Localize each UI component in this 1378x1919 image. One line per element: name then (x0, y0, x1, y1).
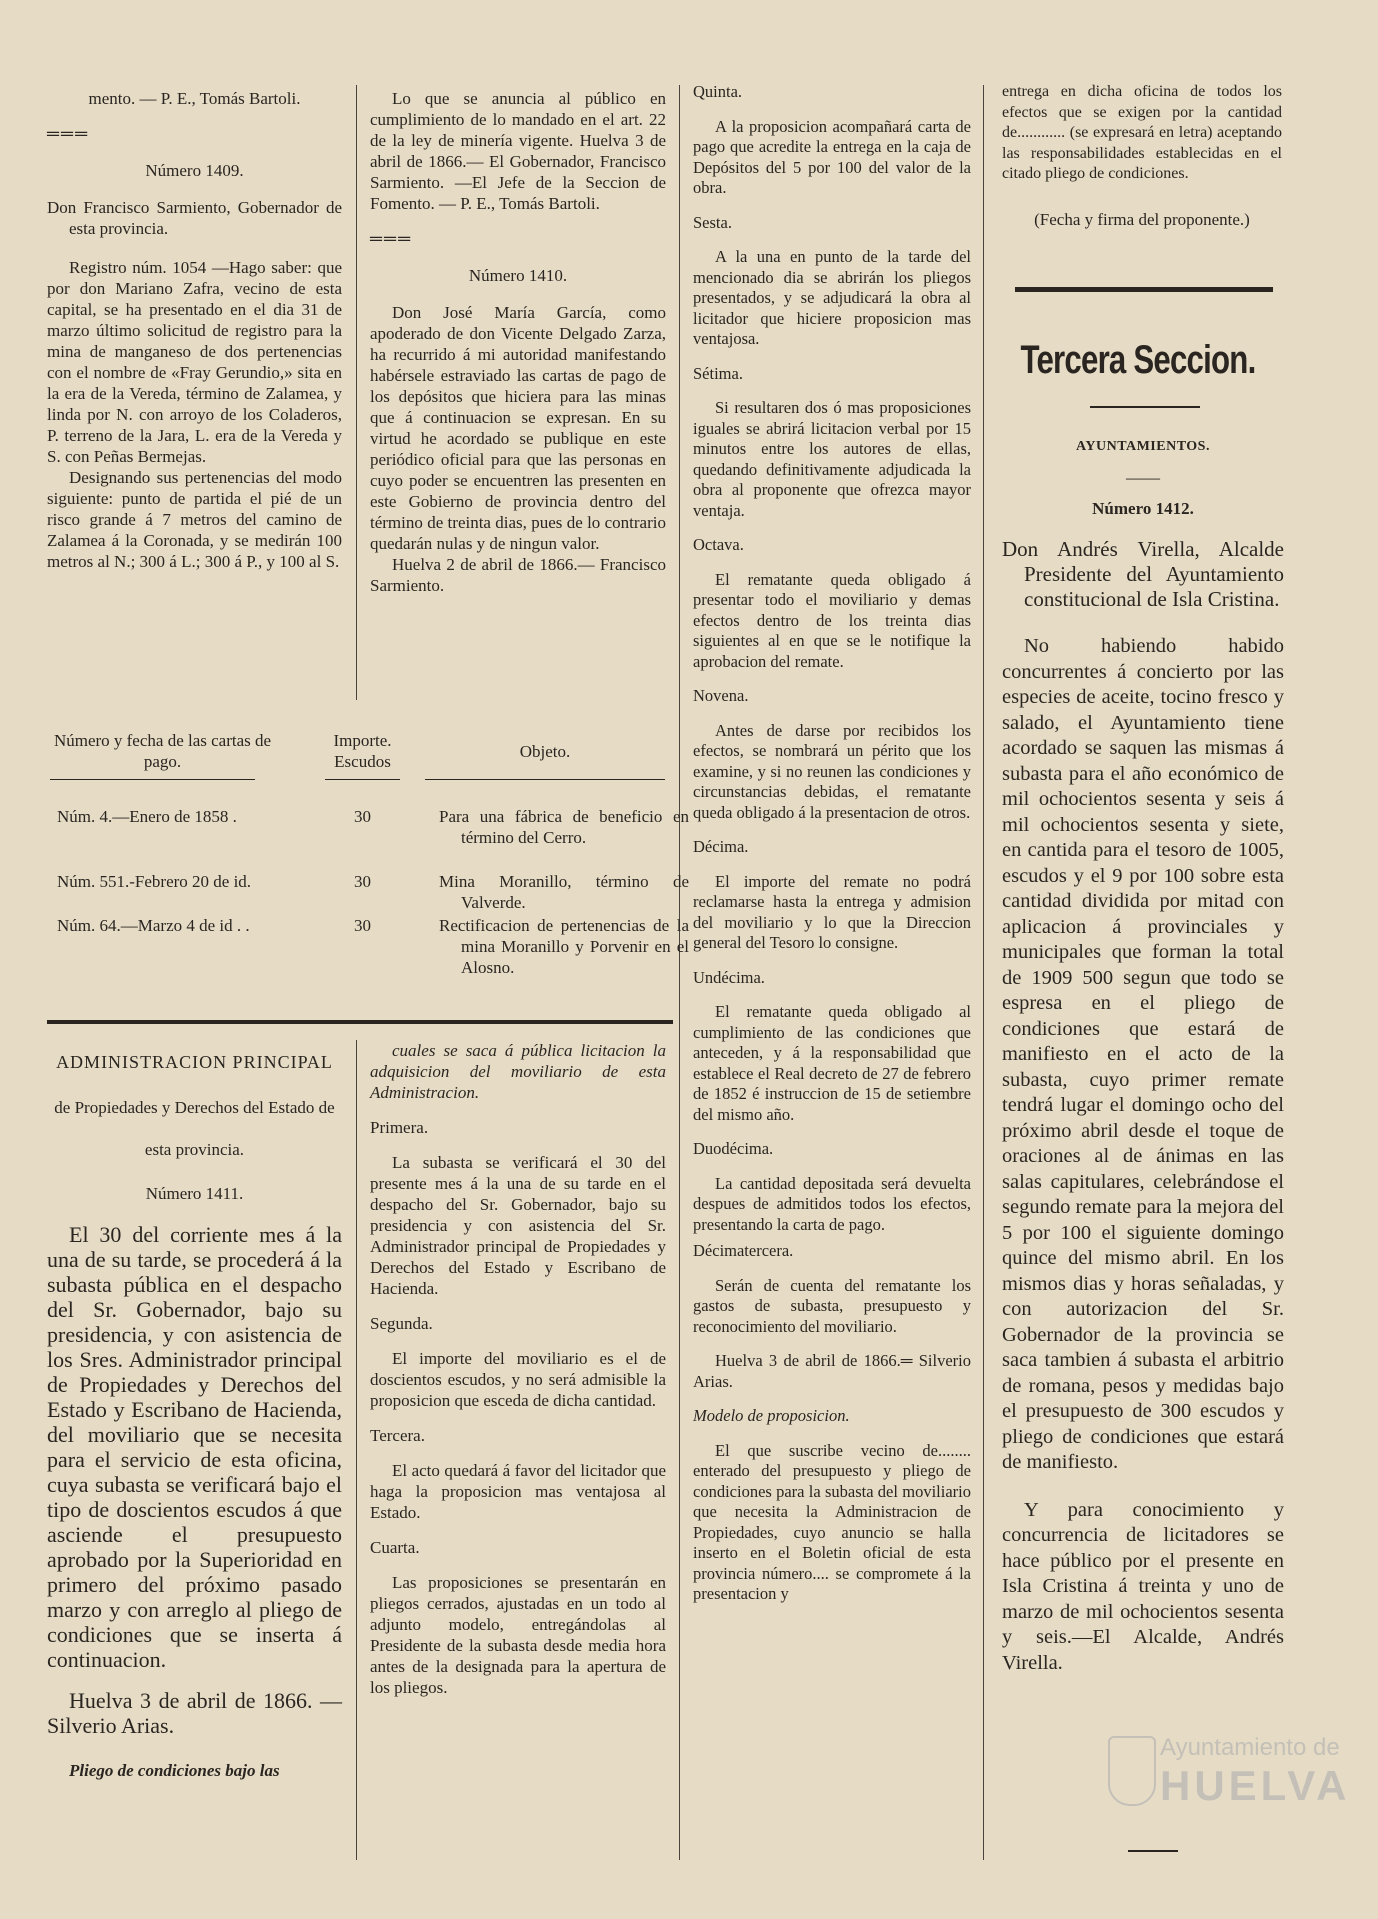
column-rule (983, 85, 984, 1860)
clause-text: A la una en punto de la tarde del mencionado dia se abrirán los pliegos presentados, y se adjudicará la obra al licitador que hiciere proposicion mas ventajosa. (693, 247, 971, 348)
section-subtitle: AYUNTAMIENTOS. (1076, 439, 1210, 454)
cell-amount: 30 (354, 872, 371, 891)
section-divider (47, 1020, 673, 1024)
clause-heading: Quinta. (693, 82, 743, 101)
column-1-top (47, 88, 342, 572)
clause-heading: Segunda. (370, 1314, 433, 1333)
clause-text: El rematante queda obligado al cumplimiento de las condiciones que anteceden, y á la responsabilidad que establece el Real decreto de 27 de febrero de 1852 é instruccion de 15 de setiembre del mismo año. (693, 1002, 971, 1124)
paragraph: Y para conocimiento y concurrencia de licitadores se hace público por el presente en Isla Cristina á treinta y uno de marzo de mil ochocientos sesenta y seis.—El Alcalde, Andrés Virella. (1002, 1498, 1284, 1674)
cell-number: Núm. 4.—Enero de 1858 . (57, 807, 237, 826)
notice-number: Número 1411. (145, 1184, 244, 1203)
paragraph: Huelva 2 de abril de 1866.— Francisco Sarmiento. (370, 555, 666, 595)
column-2-bottom (370, 1040, 666, 1698)
paragraph: Designando sus pertenencias del modo siguiente: punto de partida el pié de un risco grande á 7 metros del camino de Zalamea á la Coronada, y se medirán 100 metros al N.; 300 á L.; 300 á P., y 100 al S. (47, 468, 342, 571)
cell-number: Núm. 64.—Marzo 4 de id . . (57, 916, 250, 935)
column-rule (356, 1040, 357, 1860)
cell-number: Núm. 551.-Febrero 20 de id. (57, 872, 252, 891)
notice-number: Número 1409. (145, 161, 244, 180)
clause-heading: Décima. (693, 837, 749, 856)
notice-number: Número 1412. (1092, 499, 1194, 518)
column-3 (693, 82, 971, 1605)
table-header-amount: Importe. Escudos (333, 731, 392, 771)
cell-amount: 30 (354, 916, 371, 935)
paragraph: El 30 del corriente mes á la una de su tarde, se procederá á la subasta pública en el despacho del Sr. Gobernador, bajo su presidencia, y con asistencia de los Sres. Administrador principal de Propiedades y Derechos del Estado y Escribano de Hacienda, del moviliario que se necesita para el servicio de esta oficina, cuya subasta se verificará bajo el tipo de doscientos escudos á que asciende el presupuesto aprobado por la Superioridad en primero del próximo pasado marzo y con arreglo al pliego de condiciones que se inserta á continuacion. (47, 1222, 342, 1672)
separator: ═══ (370, 229, 413, 248)
paragraph: Registro núm. 1054 —Hago saber: que por don Mariano Zafra, vecino de esta capital, se ha presentado en el dia 31 de marzo último solicitud de registro para la mina de manganeso de dos pertenencias con el nombre de «Fray Gerundio,» sita en la era de la Vereda, término de Zalamea, y linda por N. con arroyo de los Coladeros, P. terreno de la Jara, L. era de la Vereda y S. con Peñas Bermejas. (47, 258, 342, 466)
cell-amount: 30 (354, 807, 371, 826)
clause-heading: Sesta. (693, 212, 732, 232)
pliego-heading-cont: cuales se saca á pública licitacion la adquisicion del moviliario de esta Administracion. (370, 1041, 666, 1102)
column-2-top (370, 88, 666, 596)
table-header-number: Número y fecha de las cartas de pago. (53, 731, 272, 771)
cell-object: Rectificacion de pertenencias de la mina Moranillo y Porvenir en el Alosno. (439, 916, 689, 977)
clause-text: La cantidad depositada será devuelta despues de admitidos todos los efectos, presentando la carta de pago. (693, 1173, 971, 1234)
section-subheading: de Propiedades y Derechos del Estado de esta provincia. (54, 1098, 335, 1159)
paragraph: Don José María García, como apoderado de don Vicente Delgado Zarza, ha recurrido á mi autoridad manifestando habérsele estraviado las cartas de pago de los depósitos que hiciera para las minas que á continuacion se expresan. En su virtud he acordado se publique en este periódico oficial para que las personas en cuyo poder se encuentren las presenten en este Gobierno de provincia dentro del término de treinta dias, pues de lo contrario quedarán nulas y de ningun valor. (370, 303, 666, 553)
table-header-rule (50, 779, 255, 780)
section-heading: ADMINISTRACION PRINCIPAL (56, 1052, 333, 1072)
column-1-bottom (47, 1052, 342, 1781)
clause-heading: Undécima. (693, 967, 765, 987)
clause-text: El importe del moviliario es el de doscientos escudos, y no será admisible la proposicion que esceda de dicha cantidad. (370, 1349, 666, 1410)
clause-text: La subasta se verificará el 30 del presente mes á la una de su tarde en el despacho del Sr. Gobernador, bajo su presidencia y con asistencia del Sr. Administrador principal de Propiedades y Derechos del Estado y Escribano de Hacienda. (370, 1153, 666, 1298)
clause-text: Antes de darse por recibidos los efectos, se nombrará un périto que los examine, y si no reunen las condiciones y circunstancias debidas, el rematante queda obligado á la presentacion de otros. (693, 720, 971, 822)
column-4-lower (1002, 436, 1284, 1676)
clause-text: A la proposicion acompañará carta de pago que acredite la entrega en la caja de Depósitos del 5 por 100 del valor de la obra. (693, 116, 971, 197)
pliego-heading: Pliego de condiciones bajo las (69, 1761, 280, 1780)
clause-text: Las proposiciones se presentarán en pliegos cerrados, ajustadas en un todo al adjunto modelo, entregándolas al Presidente de la subasta desde media hora antes de la designada para la apertura de los pliegos. (370, 1573, 666, 1697)
watermark-line-1: Ayuntamiento de (1160, 1734, 1340, 1761)
prior-text-end: mento. — P. E., Tomás Bartoli. (88, 89, 301, 108)
clause-heading: Cuarta. (370, 1538, 420, 1557)
section-title: Tercera Seccion. (1020, 338, 1256, 382)
modelo-text: El que suscribe vecino de........ enterado del presupuesto y pliego de condiciones para la subasta del moviliario que necesita la Administracion de Propiedades, cuyo anuncio se halla inserto en el Boletin oficial de esta provincia número.... se compromete á la presentacion y (693, 1440, 971, 1603)
clause-text: El acto quedará á favor del licitador que haga la proposicion mas ventajosa al Estado. (370, 1461, 666, 1522)
mini-rule: —— (1126, 468, 1160, 487)
table-header-rule (325, 779, 400, 780)
modelo-heading: Modelo de proposicion. (693, 1406, 850, 1425)
ornament-rule (1090, 406, 1200, 408)
table-header-object: Objeto. (519, 742, 571, 761)
notice-title: Don Andrés Virella, Alcalde Presidente del Ayuntamiento constitucional de Isla Cristina. (1002, 537, 1284, 611)
clause-heading: Sétima. (693, 363, 743, 383)
clause-text: Si resultaren dos ó mas proposiciones iguales se abrirá licitacion verbal por 15 minutos entre los autores de ellas, quedando definitivamente adjudicada la obra al proponente que ofrezca mayor ventaja. (693, 398, 971, 520)
signature-line: (Fecha y firma del proponente.) (1034, 209, 1250, 229)
column-4 (1002, 82, 1282, 230)
end-rule (1128, 1850, 1178, 1852)
clause-heading: Octava. (693, 535, 744, 554)
notice-number: Número 1410. (468, 266, 568, 285)
clause-text: El importe del remate no podrá reclamarse hasta la entrega y admision del moviliario y lo que la Direccion general del Tesoro lo consigne. (693, 871, 971, 952)
table-header-rule (425, 779, 665, 780)
cell-object: Para una fábrica de beneficio en término del Cerro. (439, 807, 689, 847)
clause-heading: Duodécima. (693, 1139, 774, 1158)
watermark-line-2: HUELVA (1160, 1762, 1351, 1809)
clause-text: Serán de cuenta del rematante los gastos de subasta, presupuesto y reconocimiento del moviliario. (693, 1275, 971, 1336)
cell-object: Mina Moranillo, término de Valverde. (439, 872, 689, 912)
clause-heading: Novena. (693, 686, 749, 705)
signature: Huelva 3 de abril de 1866.═ Silverio Arias. (693, 1351, 971, 1391)
archive-watermark (1108, 1728, 1351, 1814)
column-rule (356, 85, 357, 700)
clause-text: El rematante queda obligado á presentar todo el moviliario y demas efectos dentro de los treinta dias siguientes al en que se le notifique la aprobacion del remate. (693, 569, 971, 671)
signature: Huelva 3 de abril de 1866. —Silverio Arias. (47, 1688, 342, 1738)
separator: ═══ (47, 124, 90, 143)
paragraph: No habiendo habido concurrentes á concierto por las especies de aceite, tocino fresco y salado, el Ayuntamiento tiene acordado se saquen las mismas á subasta para el año económico de mil ochocientos sesenta y seis á mil ochocientos sesenta y siete, en cantida para el tesoro de 1005, escudos y el 9 por 100 sobre esta cantidad dividida por mitad con aplicacion á provinciales y municipales que forman la total de 1909 500 segun que todo se espresa en el pliego de condiciones que estará de manifiesto en el acto de la subasta, cuyo primer remate tendrá lugar el domingo ocho del próximo abril desde el toque de oraciones al de ánimas en las salas capitulares, celebrándose el segundo remate para la mejora del 5 por 100 el siguiente domingo quince del mismo abril. En los mismos dias y horas señaladas, y con autorizacion del Sr. Gobernador de la provincia se saca tambien á subasta el arbitrio de romana, pesos y medidas bajo el presupuesto de 300 escudos y pliego de condiciones que estará de manifiesto. (1002, 635, 1284, 1473)
watermark-crest-icon (1108, 1736, 1156, 1806)
section-divider (1015, 287, 1273, 292)
clause-heading: Décimatercera. (693, 1241, 794, 1260)
paragraph: Lo que se anuncia al público en cumplimiento de lo mandado en el art. 22 de la ley de minería vigente. Huelva 3 de abril de 1866.— El Gobernador, Francisco Sarmiento. —El Jefe de la Seccion de Fomento. — P. E., Tomás Bartoli. (370, 89, 666, 213)
clause-heading: Primera. (370, 1118, 429, 1137)
notice-title: Don Francisco Sarmiento, Gobernador de esta provincia. (47, 198, 342, 238)
clause-heading: Tercera. (370, 1426, 425, 1445)
modelo-text-cont: entrega en dicha oficina de todos los efectos que se exigen por la cantidad de............ (se expresará en letra) aceptando las responsabilidades establecidas en el citado pliego de condiciones. (1002, 83, 1282, 182)
